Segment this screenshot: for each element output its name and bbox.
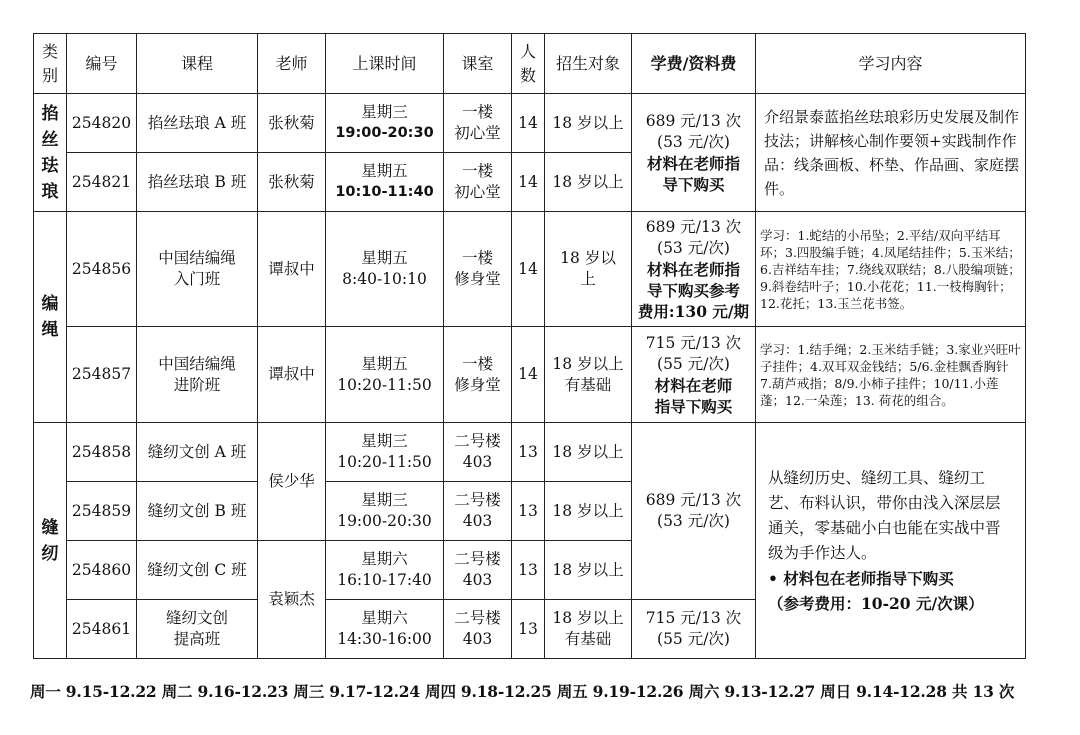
- course-name: 缝纫文创 B 班: [137, 482, 258, 541]
- classroom: 一楼 初心堂: [444, 94, 512, 153]
- course-name: 掐丝珐琅 A 班: [137, 94, 258, 153]
- capacity: 14: [512, 212, 545, 327]
- fee-cell: 715 元/13 次 (55 元/次): [632, 600, 756, 659]
- course-name: 缝纫文创 提高班: [137, 600, 258, 659]
- target-audience: 18 岁以上: [545, 153, 632, 212]
- capacity: 14: [512, 94, 545, 153]
- classroom: 二号楼 403: [444, 482, 512, 541]
- classroom: 一楼 初心堂: [444, 153, 512, 212]
- course-code: 254861: [67, 600, 137, 659]
- class-time: 星期五 10:20-11:50: [326, 327, 444, 423]
- target-audience: 18 岁以上: [545, 423, 632, 482]
- fee-cell: 715 元/13 次 (55 元/次) 材料在老师 指导下购买: [632, 327, 756, 423]
- course-code: 254858: [67, 423, 137, 482]
- header-teacher: 老师: [258, 34, 326, 94]
- class-time: 星期六 14:30-16:00: [326, 600, 444, 659]
- class-time: 星期三 19:00-20:30: [326, 482, 444, 541]
- classroom: 一楼 修身堂: [444, 212, 512, 327]
- learning-content: 学习：1.结手绳；2.玉米结手链；3.家业兴旺叶子挂件；4.双耳双金钱结；5/6.金桂飘香胸针 7.葫芦戒指；8/9.小柿子挂件；10/11.小莲蓬；12.一朵莲；13. 荷花的组合。: [756, 327, 1026, 423]
- capacity: 13: [512, 482, 545, 541]
- fee-cell: 689 元/13 次 (53 元/次): [632, 423, 756, 600]
- course-code: 254857: [67, 327, 137, 423]
- course-name: 缝纫文创 A 班: [137, 423, 258, 482]
- course-name: 中国结编绳 进阶班: [137, 327, 258, 423]
- table-row: [34, 212, 1026, 327]
- header-target: 招生对象: [545, 34, 632, 94]
- category-sewing: 缝纫: [34, 423, 67, 659]
- learning-content: 学习：1.蛇结的小吊坠；2.平结/双向平结耳环；3.四股编手链；4.凤尾结挂件；5.玉米结；6.吉祥结车挂；7.绕线双联结；8.八股编项链；9.斜卷结叶子；10.小花花；11.一枝梅胸针；12.花托；13.玉兰花书签。: [756, 212, 1026, 327]
- table-row: [34, 423, 1026, 482]
- course-code: 254856: [67, 212, 137, 327]
- table-row: [34, 94, 1026, 153]
- capacity: 13: [512, 423, 545, 482]
- header-room: 课室: [444, 34, 512, 94]
- class-time: 星期六 16:10-17:40: [326, 541, 444, 600]
- schedule-dates-footer: 周一 9.15-12.22 周二 9.16-12.23 周三 9.17-12.24 周四 9.18-12.25 周五 9.19-12.26 周六 9.13-12.27 周日 9.14-12.28 共 13 次: [30, 682, 1015, 701]
- target-audience: 18 岁以上 有基础: [545, 600, 632, 659]
- header-course: 课程: [137, 34, 258, 94]
- course-name: 缝纫文创 C 班: [137, 541, 258, 600]
- header-row: [34, 34, 1026, 94]
- teacher-name: 谭叔中: [258, 212, 326, 327]
- class-time: 星期五 8:40-10:10: [326, 212, 444, 327]
- target-audience: 18 岁以上: [545, 482, 632, 541]
- teacher-name: 袁颖杰: [258, 541, 326, 659]
- target-audience: 18 岁以上 有基础: [545, 327, 632, 423]
- learning-content: 从缝纫历史、缝纫工具、缝纫工艺、布料认识，带你由浅入深层层通关，零基础小白也能在实战中晋级为手作达人。 • 材料包在老师指导下购买 （参考费用：10-20 元/次课）: [756, 423, 1026, 659]
- capacity: 14: [512, 153, 545, 212]
- teacher-name: 张秋菊: [258, 153, 326, 212]
- course-name: 中国结编绳 入门班: [137, 212, 258, 327]
- target-audience: 18 岁以上: [545, 541, 632, 600]
- class-time: 星期三 10:20-11:50: [326, 423, 444, 482]
- header-category: 类别: [34, 34, 67, 94]
- course-name: 掐丝珐琅 B 班: [137, 153, 258, 212]
- classroom: 一楼 修身堂: [444, 327, 512, 423]
- target-audience: 18 岁以 上: [545, 212, 632, 327]
- class-time: 星期五 10:10-11:40: [326, 153, 444, 212]
- capacity: 13: [512, 600, 545, 659]
- category-cloisonne: 掐丝珐琅: [34, 94, 67, 212]
- course-code: 254859: [67, 482, 137, 541]
- teacher-name: 谭叔中: [258, 327, 326, 423]
- table-row: [34, 327, 1026, 423]
- header-code: 编号: [67, 34, 137, 94]
- classroom: 二号楼 403: [444, 423, 512, 482]
- course-schedule-table: [33, 33, 1026, 659]
- fee-cell: 689 元/13 次 (53 元/次) 材料在老师指 导下购买: [632, 94, 756, 212]
- header-fee: 学费/资料费: [632, 34, 756, 94]
- course-code: 254860: [67, 541, 137, 600]
- course-code: 254820: [67, 94, 137, 153]
- capacity: 13: [512, 541, 545, 600]
- teacher-name: 张秋菊: [258, 94, 326, 153]
- class-time: 星期三 19:00-20:30: [326, 94, 444, 153]
- fee-cell: 689 元/13 次 (53 元/次) 材料在老师指 导下购买参考 费用:130 元/期: [632, 212, 756, 327]
- capacity: 14: [512, 327, 545, 423]
- category-knotting: 编绳: [34, 212, 67, 423]
- teacher-name: 侯少华: [258, 423, 326, 541]
- header-time: 上课时间: [326, 34, 444, 94]
- course-code: 254821: [67, 153, 137, 212]
- target-audience: 18 岁以上: [545, 94, 632, 153]
- header-content: 学习内容: [756, 34, 1026, 94]
- header-count: 人数: [512, 34, 545, 94]
- learning-content: 介绍景泰蓝掐丝珐琅彩历史发展及制作技法；讲解核心制作要领+实践制作作品：线条画板、杯垫、作品画、家庭摆件。: [756, 94, 1026, 212]
- classroom: 二号楼 403: [444, 600, 512, 659]
- classroom: 二号楼 403: [444, 541, 512, 600]
